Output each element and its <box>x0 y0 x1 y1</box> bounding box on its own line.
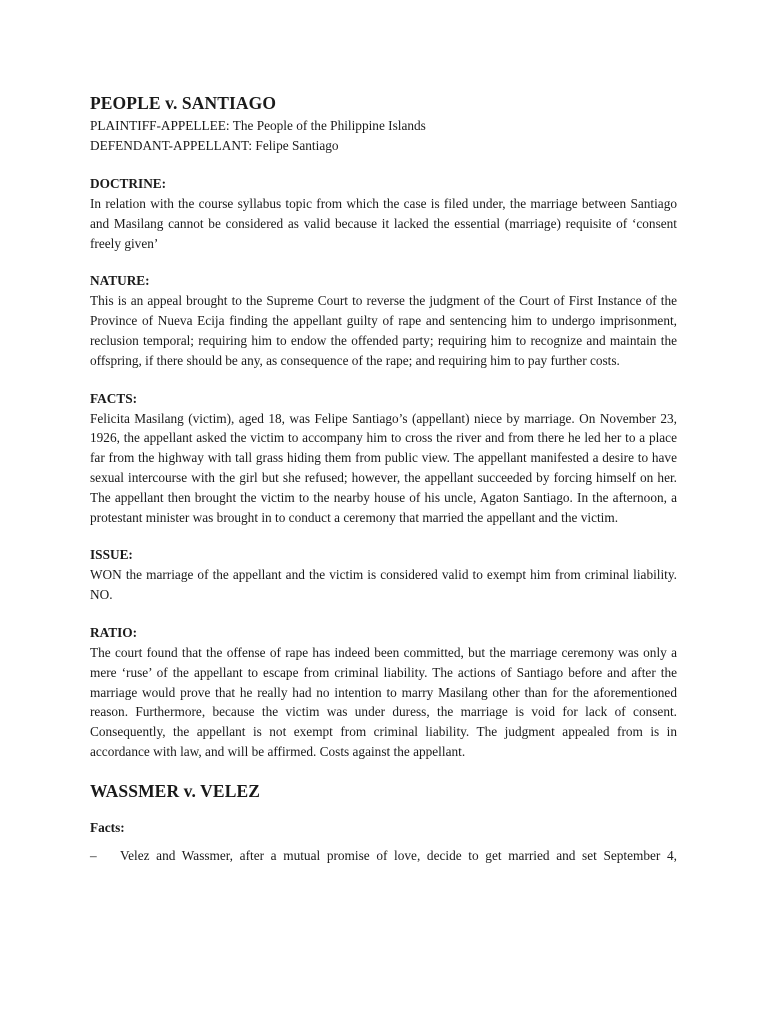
nature-text: This is an appeal brought to the Supreme Court to reverse the judgment of the Court of First Instance of the Province of Nueva Ecija finding the appellant guilty of rape and sentencing him to undergo imprisonment, reclusion temporal; requiring him to endow the offended party; requiring him to recognize and maintain the offspring, if there should be any, as consequence of the rape; and requiring him to pay further costs. <box>90 293 677 368</box>
doctrine-text: In relation with the course syllabus topic from which the case is filed under, the marriage between Santiago and Masilang cannot be considered as valid because it lacked the essential (marriage) requisite of ‘consent freely given’ <box>90 196 677 251</box>
issue-heading: ISSUE: <box>90 547 133 563</box>
list-item <box>90 846 677 866</box>
issue-text: WON the marriage of the appellant and the victim is considered valid to exempt him from criminal liability. NO. <box>90 567 677 603</box>
nature-section <box>90 271 677 370</box>
list-item-text: Velez and Wassmer, after a mutual promise of love, decide to get married and set September 4, <box>120 847 677 863</box>
doctrine-section <box>90 174 677 253</box>
doctrine-heading: DOCTRINE: <box>90 176 167 191</box>
wassmer-facts-heading: Facts: <box>90 819 125 835</box>
dash-bullet-icon: – <box>90 847 97 863</box>
facts-section <box>90 389 677 528</box>
facts-text: Felicita Masilang (victim), aged 18, was Felipe Santiago’s (appellant) niece by marriage. On November 23, 1926, the appellant asked the victim to accompany him to cross the river and from there he led her to a place far from the highway with tall grass hiding them from public view. The appellant manifested a desire to have sexual intercourse with the girl but she refused; however, the appellant succeeded by forcing himself on her. The appellant then brought the victim to the nearby house of his uncle, Agaton Santiago. In the afternoon, a protestant minister was brought in to conduct a ceremony that married the appellant and the victim. <box>90 410 677 525</box>
case-title-wassmer-v-velez: WASSMER v. VELEZ <box>90 780 261 801</box>
ratio-section <box>90 623 677 762</box>
wassmer-facts-list <box>90 846 677 866</box>
defendant-line: DEFENDANT-APPELLANT: Felipe Santiago <box>90 138 339 153</box>
wassmer-facts-section <box>90 818 677 866</box>
document-page <box>90 90 677 866</box>
ratio-heading: RATIO: <box>90 624 138 640</box>
case-title-people-v-santiago: PEOPLE v. SANTIAGO <box>90 93 277 113</box>
plaintiff-line: PLAINTIFF-APPELLEE: The People of the Philippine Islands <box>90 118 426 133</box>
ratio-text: The court found that the offense of rape has indeed been committed, but the marriage ceremony was only a mere ‘ruse’ of the appellant to escape from criminal liability. The actions of Santiago before and after the marriage would prove that he really had no intention to marry Masilang other than for the aforementioned reason. Furthermore, because the victim was under duress, the marriage is void for lack of consent. Consequently, the appellant is not exempt from criminal liability. The judgment appealed from is in accordance with law, and will be affirmed. Costs against the appellant. <box>90 644 677 759</box>
nature-heading: NATURE: <box>90 273 150 289</box>
facts-heading: FACTS: <box>90 390 138 406</box>
issue-section <box>90 545 677 605</box>
